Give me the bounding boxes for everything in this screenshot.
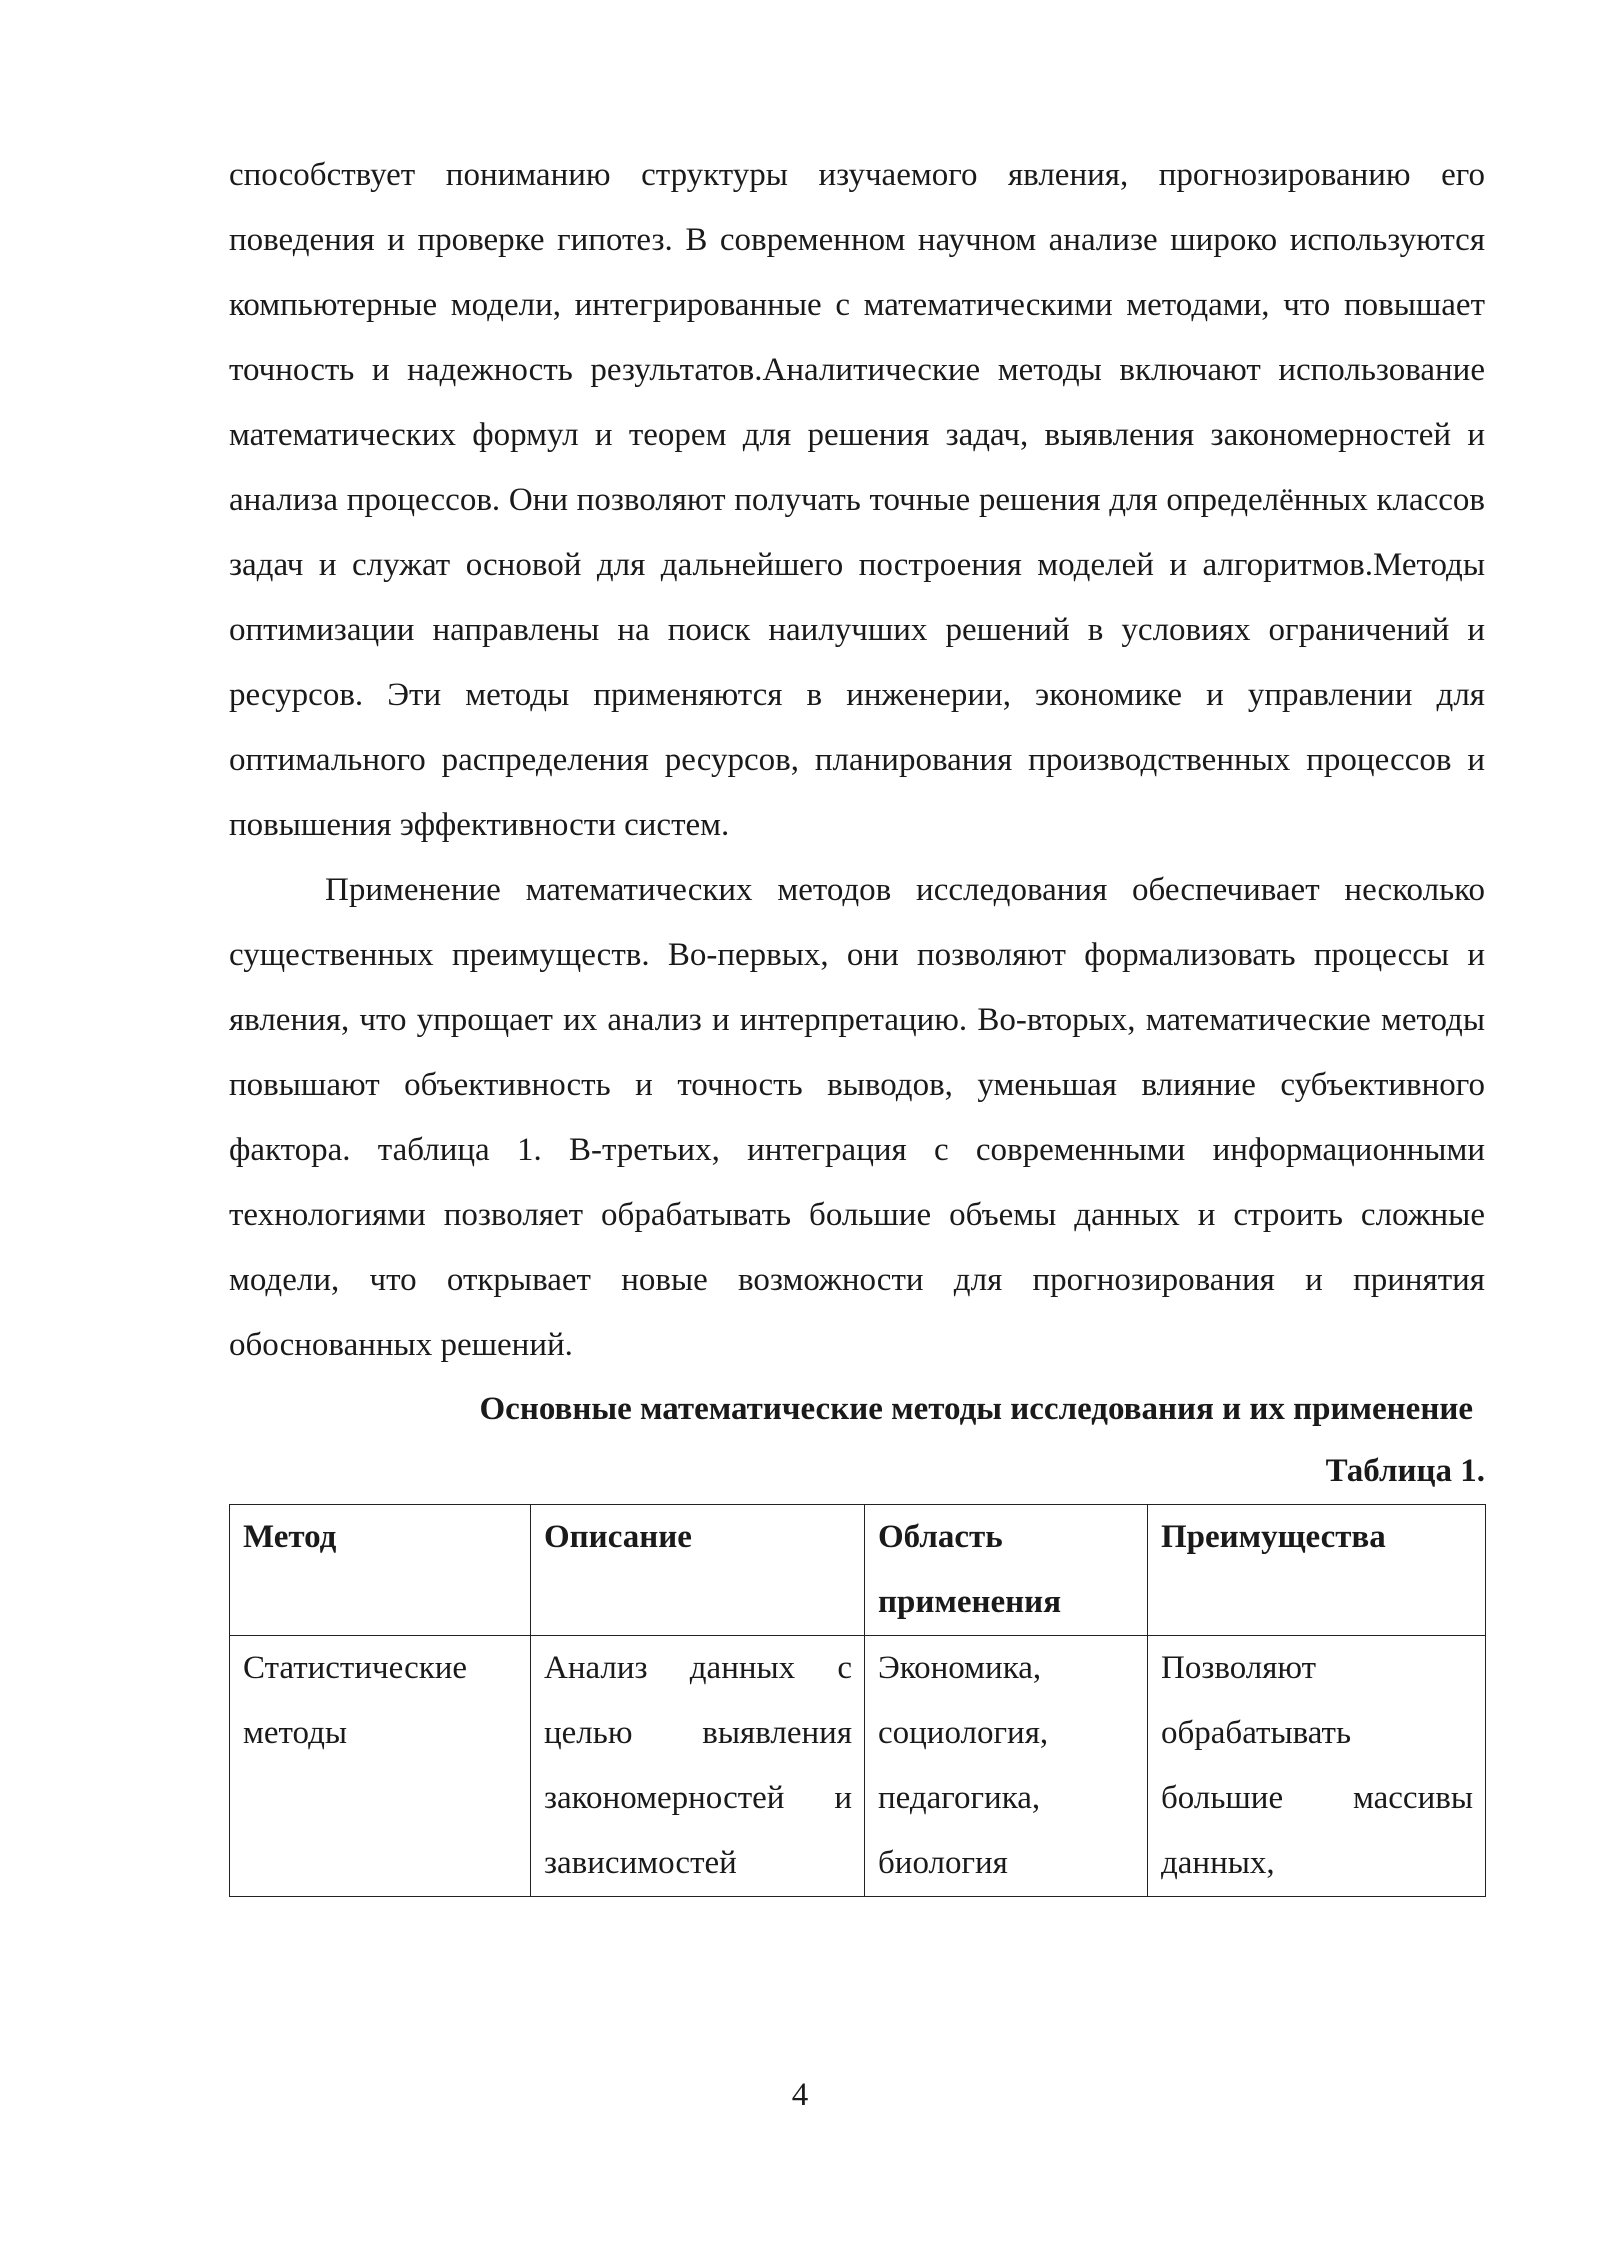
cell-description: Анализ данных с целью выявления закономерностей и зависимостей: [531, 1636, 865, 1897]
methods-table: [229, 1504, 1486, 1897]
table-row: [230, 1636, 1486, 1897]
paragraph-advantages: Применение математических методов исследования обеспечивает несколько существенных преимуществ. Во-первых, они позволяют формализовать процессы и явления, что упрощает их анализ и интерпретацию. Во-вторых, математические методы повышают объективность и точность выводов, уменьшая влияние субъективного фактора. таблица 1. В-третьих, интеграция с современными информационными технологиями позволяет обрабатывать большие объемы данных и строить сложные модели, что открывает новые возможности для прогнозирования и принятия обоснованных решений.: [229, 872, 1485, 1363]
header-advantages: Преимущества: [1148, 1505, 1486, 1636]
cell-advantages: Позволяют обрабатывать большие массивы данных,: [1148, 1636, 1486, 1897]
header-method: Метод: [230, 1505, 531, 1636]
header-description: Описание: [531, 1505, 865, 1636]
page-number: 4: [791, 2077, 809, 2113]
header-application-area: Область применения: [865, 1505, 1148, 1636]
cell-method: Статистические методы: [230, 1636, 531, 1897]
paragraph-continuation: способствует пониманию структуры изучаемого явления, прогнозированию его поведения и проверке гипотез. В современном научном анализе широко используются компьютерные модели, интегрированные с математическими методами, что повышает точность и надежность результатов.Аналитические методы включают использование математических формул и теорем для решения задач, выявления закономерностей и анализа процессов. Они позволяют получать точные решения для определённых классов задач и служат основой для дальнейшего построения моделей и алгоритмов.Методы оптимизации направлены на поиск наилучших решений в условиях ограничений и ресурсов. Эти методы применяются в инженерии, экономике и управлении для оптимального распределения ресурсов, планирования производственных процессов и повышения эффективности систем.: [229, 157, 1485, 843]
page-content: [229, 143, 1485, 1897]
cell-application-area: Экономика, социология, педагогика, биология: [865, 1636, 1148, 1897]
table-title: Основные математические методы исследования и их применение: [479, 1391, 1473, 1427]
table-number-label: Таблица 1.: [1325, 1453, 1485, 1489]
table-header-row: [230, 1505, 1486, 1636]
